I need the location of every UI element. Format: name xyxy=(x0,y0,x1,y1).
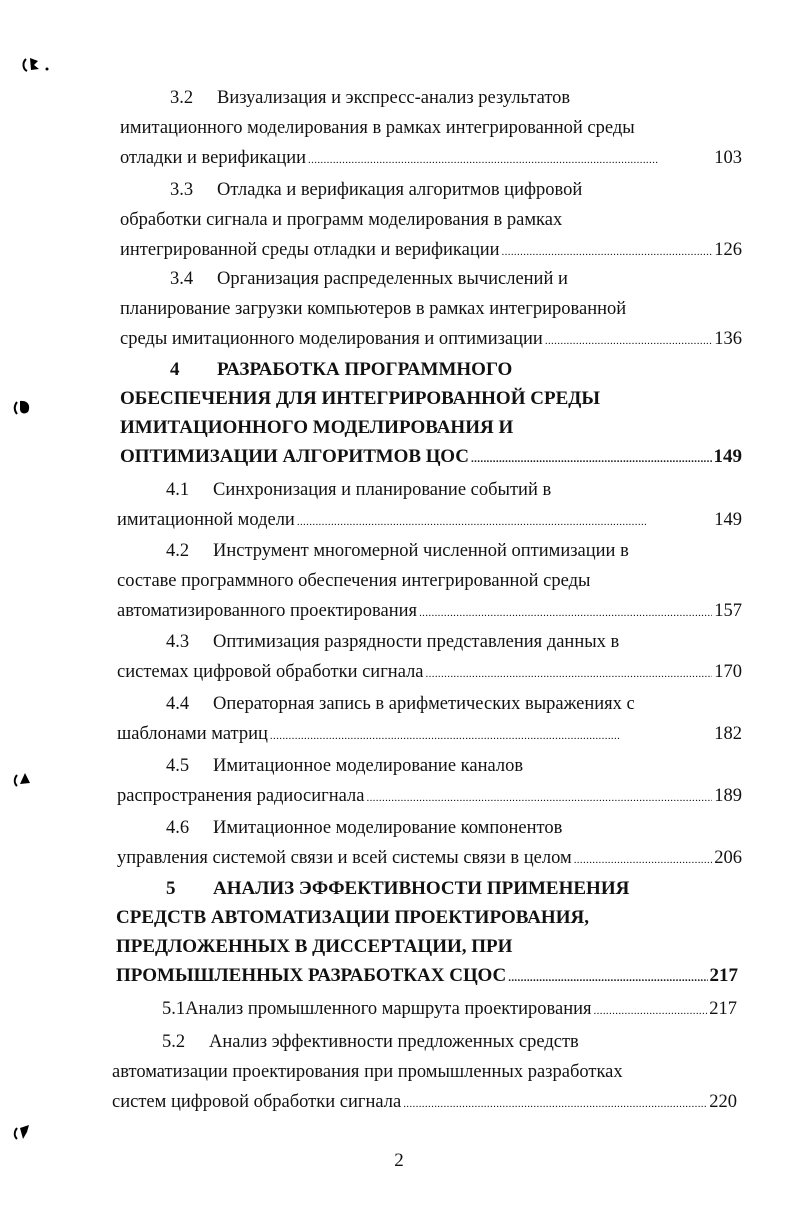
page-ref: 157 xyxy=(714,601,742,621)
dot-leader xyxy=(270,719,712,751)
section-number: 4.6 xyxy=(166,818,190,838)
chapter-title-line: АНАЛИЗ ЭФФЕКТИВНОСТИ ПРИМЕНЕНИЯ xyxy=(213,878,630,899)
toc-first-line xyxy=(170,175,582,205)
page-ref: 189 xyxy=(714,786,742,806)
toc-first-line xyxy=(166,751,523,781)
toc-first-line xyxy=(166,813,562,843)
dot-leader xyxy=(574,843,713,875)
dot-leader xyxy=(471,442,711,474)
section-title-line: автоматизации проектирования при промышленных разработках xyxy=(112,1062,623,1082)
toc-first-line xyxy=(166,536,629,566)
toc-first-line xyxy=(170,83,570,113)
section-number: 5.1 xyxy=(162,999,186,1019)
section-number: 5.2 xyxy=(162,1032,186,1052)
dot-leader xyxy=(594,994,708,1026)
section-number: 3.2 xyxy=(170,88,194,108)
page-ref: 149 xyxy=(713,446,742,467)
toc-last-line xyxy=(120,324,742,354)
scan-mark-icon xyxy=(12,398,34,418)
toc-first-line xyxy=(170,264,568,294)
toc-first-line xyxy=(166,689,635,719)
section-title-line: распространения радиосигнала xyxy=(117,786,365,806)
chapter-title-line: СРЕДСТВ АВТОМАТИЗАЦИИ ПРОЕКТИРОВАНИЯ, xyxy=(116,907,589,928)
section-title-line: Отладка и верификация алгоритмов цифровой xyxy=(217,180,583,200)
toc-last-line xyxy=(112,1087,737,1117)
toc-last-line xyxy=(117,719,742,749)
section-title-line: планирование загрузки компьютеров в рамках интегрированной xyxy=(120,299,627,319)
chapter-title-line: ОБЕСПЕЧЕНИЯ ДЛЯ ИНТЕГРИРОВАННОЙ СРЕДЫ xyxy=(120,388,600,409)
section-title-line: отладки и верификации xyxy=(120,148,307,168)
scan-mark-icon xyxy=(12,1123,34,1143)
toc-last-line xyxy=(116,961,738,991)
toc-line xyxy=(120,294,626,324)
toc-last-line xyxy=(117,505,742,535)
section-title-line: Анализ промышленного маршрута проектирования xyxy=(185,999,592,1019)
chapter-title-line: ОПТИМИЗАЦИИ АЛГОРИТМОВ ЦОС xyxy=(120,446,470,467)
dot-leader xyxy=(366,781,712,813)
toc-line xyxy=(116,903,589,933)
dot-leader xyxy=(545,324,712,356)
section-title-line: среды имитационного моделирования и оптимизации xyxy=(120,329,543,349)
section-title-line: шаблонами матриц xyxy=(117,724,268,744)
toc-line xyxy=(117,566,590,596)
toc-last-line xyxy=(117,657,742,687)
toc-line xyxy=(120,113,635,143)
toc-last-line xyxy=(117,843,742,873)
toc-last-line xyxy=(120,143,742,173)
section-number: 3.3 xyxy=(170,180,194,200)
section-number: 4.3 xyxy=(166,632,190,652)
section-title-line: автоматизированного проектирования xyxy=(117,601,418,621)
dot-leader xyxy=(419,596,712,628)
dot-leader xyxy=(426,657,713,689)
section-title-line: имитационной модели xyxy=(117,510,295,530)
toc-last-line xyxy=(117,781,742,811)
toc-first-line xyxy=(166,475,551,505)
page-ref: 217 xyxy=(709,999,737,1019)
scan-mark-icon xyxy=(12,770,34,790)
section-title-line: Операторная запись в арифметических выражениях с xyxy=(213,694,635,714)
chapter-title-line: ИМИТАЦИОННОГО МОДЕЛИРОВАНИЯ И xyxy=(120,417,514,438)
page-ref: 170 xyxy=(714,662,742,682)
page-ref: 136 xyxy=(714,329,742,349)
section-number: 4.5 xyxy=(166,756,190,776)
section-title-line: Анализ эффективности предложенных средств xyxy=(209,1032,579,1052)
toc-last-line xyxy=(117,596,742,626)
chapter-title-line: РАЗРАБОТКА ПРОГРАММНОГО xyxy=(217,359,513,380)
toc-line xyxy=(120,384,600,414)
section-title-line: системах цифровой обработки сигнала xyxy=(117,662,424,682)
section-number: 4.1 xyxy=(166,480,190,500)
section-number: 4.2 xyxy=(166,541,190,561)
toc-first-line xyxy=(170,355,512,385)
toc-line xyxy=(120,413,513,443)
section-number: 4.4 xyxy=(166,694,190,714)
toc-first-line xyxy=(166,627,619,657)
section-title-line: Инструмент многомерной численной оптимизации в xyxy=(213,541,629,561)
page-ref: 217 xyxy=(709,965,738,986)
scan-mark-icon xyxy=(20,55,54,75)
section-title-line: обработки сигнала и программ моделирования в рамках xyxy=(120,210,563,230)
section-title-line: Организация распределенных вычислений и xyxy=(217,269,568,289)
section-title-line: составе программного обеспечения интегрированной среды xyxy=(117,571,591,591)
page-ref: 206 xyxy=(714,848,742,868)
section-title-line: Имитационное моделирование каналов xyxy=(213,756,524,776)
section-title-line: систем цифровой обработки сигнала xyxy=(112,1092,402,1112)
section-title-line: Визуализация и экспресс-анализ результатов xyxy=(217,88,571,108)
page-ref: 182 xyxy=(714,724,742,744)
chapter-number: 4 xyxy=(170,359,180,380)
toc-last-line xyxy=(120,442,742,472)
dot-leader xyxy=(308,143,712,175)
toc-line xyxy=(116,932,512,962)
toc-last-line xyxy=(120,235,742,265)
page-ref: 220 xyxy=(709,1092,737,1112)
section-title-line: имитационного моделирования в рамках интегрированной среды xyxy=(120,118,635,138)
page-ref: 103 xyxy=(714,148,742,168)
section-title-line: интегрированной среды отладки и верификации xyxy=(120,240,500,260)
toc-first-line xyxy=(166,874,629,904)
chapter-number: 5 xyxy=(166,878,176,899)
section-number: 3.4 xyxy=(170,269,194,289)
toc-line xyxy=(112,1057,623,1087)
dot-leader xyxy=(403,1087,707,1119)
section-title-line: Синхронизация и планирование событий в xyxy=(213,480,552,500)
page-ref: 149 xyxy=(714,510,742,530)
chapter-title-line: ПРОМЫШЛЕННЫХ РАЗРАБОТКАХ СЦОС xyxy=(116,965,507,986)
toc-line xyxy=(120,205,562,235)
chapter-title-line: ПРЕДЛОЖЕННЫХ В ДИССЕРТАЦИИ, ПРИ xyxy=(116,936,513,957)
page-number: 2 xyxy=(394,1150,404,1171)
dot-leader xyxy=(297,505,712,537)
page-ref: 126 xyxy=(714,240,742,260)
toc-first-line xyxy=(162,1027,579,1057)
dot-leader xyxy=(508,961,707,993)
section-title-line: Имитационное моделирование компонентов xyxy=(213,818,563,838)
toc-last-line xyxy=(162,994,737,1024)
dot-leader xyxy=(502,235,713,267)
section-title-line: управления системой связи и всей системы связи в целом xyxy=(117,848,572,868)
section-title-line: Оптимизация разрядности представления данных в xyxy=(213,632,620,652)
